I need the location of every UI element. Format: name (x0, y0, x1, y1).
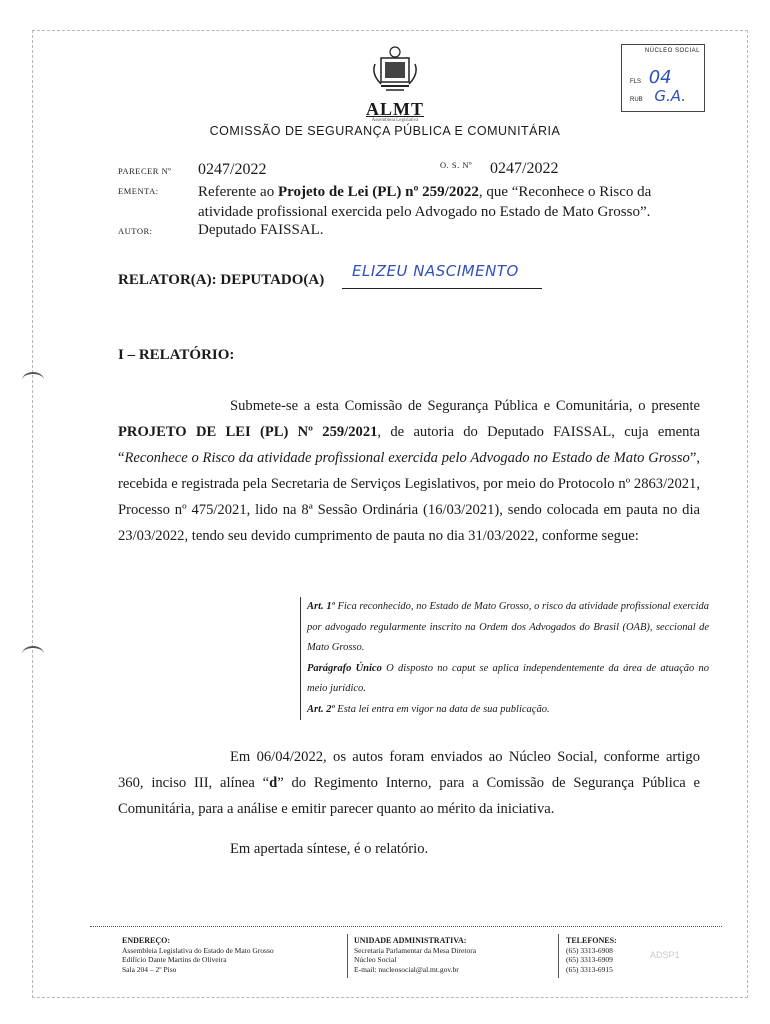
footer-separator (558, 934, 559, 978)
autor-label: AUTOR: (118, 226, 153, 236)
almt-logo (340, 44, 450, 123)
footer-endereco (122, 936, 342, 974)
stamp-rub-value: G.A. (654, 87, 687, 105)
os-label: O. S. Nº (440, 160, 473, 170)
p2-c: ” do Regimento Interno, para a Comissão de Segurança Pública e Comunitária, para a análise e emitir parecer quanto ao mérito da iniciativa. (118, 775, 700, 817)
footer-separator (347, 934, 348, 978)
paragrafo-text: O disposto no caput se aplica independentemente da área de atuação no meio jurídico. (307, 662, 709, 694)
art1-text: Fica reconhecido, no Estado de Mato Grosso, o risco da atividade profissional exercida por advogado regularmente inscrito na Ordem dos Advogados do Brasil (OAB), seccional de Mato Grosso. (307, 601, 710, 653)
ementa-prefix: Referente ao (198, 184, 278, 200)
footer-endereco-title: ENDEREÇO: (122, 936, 171, 945)
footer-phone: (65) 3313-6909 (566, 955, 613, 964)
footer-unidade (354, 936, 554, 974)
p1-ementa: Reconhece o Risco da atividade profissional exercida pelo Advogado no Estado de Mato Grosso (124, 450, 690, 466)
ementa-text (198, 182, 698, 222)
nucleo-social-stamp (621, 44, 705, 112)
p1-a: Submete-se a esta Comissão de Segurança Pública e Comunitária, o presente (230, 398, 700, 414)
footer-unidade-title: UNIDADE ADMINISTRATIVA: (354, 936, 467, 945)
punch-hole-top (22, 372, 44, 388)
os-number: 0247/2022 (490, 160, 559, 177)
footer-endereco-line: Sala 204 – 2º Piso (122, 964, 177, 974)
art2-text: Esta lei entra em vigor na data de sua publicação. (334, 703, 550, 715)
footer-phone: (65) 3313-6908 (566, 945, 613, 955)
footer-email: E-mail: nucleosocial@al.mt.gov.br (354, 964, 459, 974)
footer-endereco-line: Assembleia Legislativa do Estado de Mato Grosso (122, 945, 274, 955)
autor-value: Deputado FAISSAL. (198, 222, 324, 238)
stamp-title: NÚCLEO SOCIAL (644, 48, 700, 54)
paragrafo-label: Parágrafo Único (307, 662, 382, 674)
bill-text-quote (300, 597, 709, 720)
report-paragraph-2 (118, 744, 700, 822)
logo-subtitle: Assembleia Legislativa (371, 118, 419, 123)
ementa-label: EMENTA: (118, 186, 159, 196)
p1-e: ”, recebida e registrada pela Secretaria de Serviços Legislativos, por meio do Protocolo nº 2863/2021, Processo nº 475/2021, lido na 8ª Sessão Ordinária (16/03/2021), sendo colocada em pauta no dia 23/03/2022, tendo seu devido cumprimento de pauta no dia 31/03/2022, conforme segue: (118, 450, 700, 544)
footer-telefones-title: TELEFONES: (566, 936, 617, 945)
footer-faint-code: ADSP1 (650, 950, 680, 960)
section-heading: I – RELATÓRIO: (118, 347, 235, 363)
p1-c: , de autoria do Deputado FAISSAL, cuja ementa “ (118, 424, 700, 466)
parecer-number: 0247/2022 (198, 161, 267, 178)
stamp-rub-label: RUB (630, 97, 643, 103)
relator-handwritten-name: ELIZEU NASCIMENTO (352, 262, 519, 280)
footer-endereco-line: Edifício Dante Martins de Oliveira (122, 955, 227, 964)
logo-brand-text: ALMT (366, 99, 424, 119)
report-paragraph-1 (118, 393, 700, 549)
stamp-fls-row (630, 67, 672, 88)
ementa-suffix: , que “Reconhece o Risco da atividade profissional exercida pelo Advogado no Estado de Mato Grosso”. (198, 184, 652, 220)
p1-bill: PROJETO DE LEI (PL) Nº 259/2021 (118, 424, 378, 440)
coat-of-arms-icon (372, 44, 418, 94)
p2-a: Em 06/04/2022, os autos foram enviados ao Núcleo Social, conforme artigo 360, inciso III, alínea “ (118, 749, 700, 791)
relator-label: RELATOR(A): DEPUTADO(A) (118, 272, 325, 288)
stamp-fls-value: 04 (648, 67, 672, 88)
art2-label: Art. 2º (307, 703, 335, 715)
stamp-fls-label: FLS (630, 79, 642, 85)
footer-unidade-line: Secretaria Parlamentar da Mesa Diretora (354, 945, 477, 955)
ementa-bold: Projeto de Lei (PL) nº 259/2022 (277, 184, 479, 200)
punch-hole-bottom (22, 646, 44, 662)
footer-unidade-line: Núcleo Social (354, 955, 397, 964)
art1-label: Art. 1º (307, 601, 335, 612)
footer-phone: (65) 3313-6915 (566, 964, 613, 974)
p2-b: d (269, 775, 278, 791)
parecer-label: PARECER Nº (118, 166, 172, 176)
report-paragraph-3: Em apertada síntese, é o relatório. (230, 841, 429, 857)
footer-telefones (566, 936, 646, 974)
stamp-rub-row (630, 87, 686, 105)
footer-divider (90, 926, 722, 927)
relator-signature-line (342, 288, 542, 289)
committee-title: COMISSÃO DE SEGURANÇA PÚBLICA E COMUNITÁRIA (209, 124, 561, 138)
